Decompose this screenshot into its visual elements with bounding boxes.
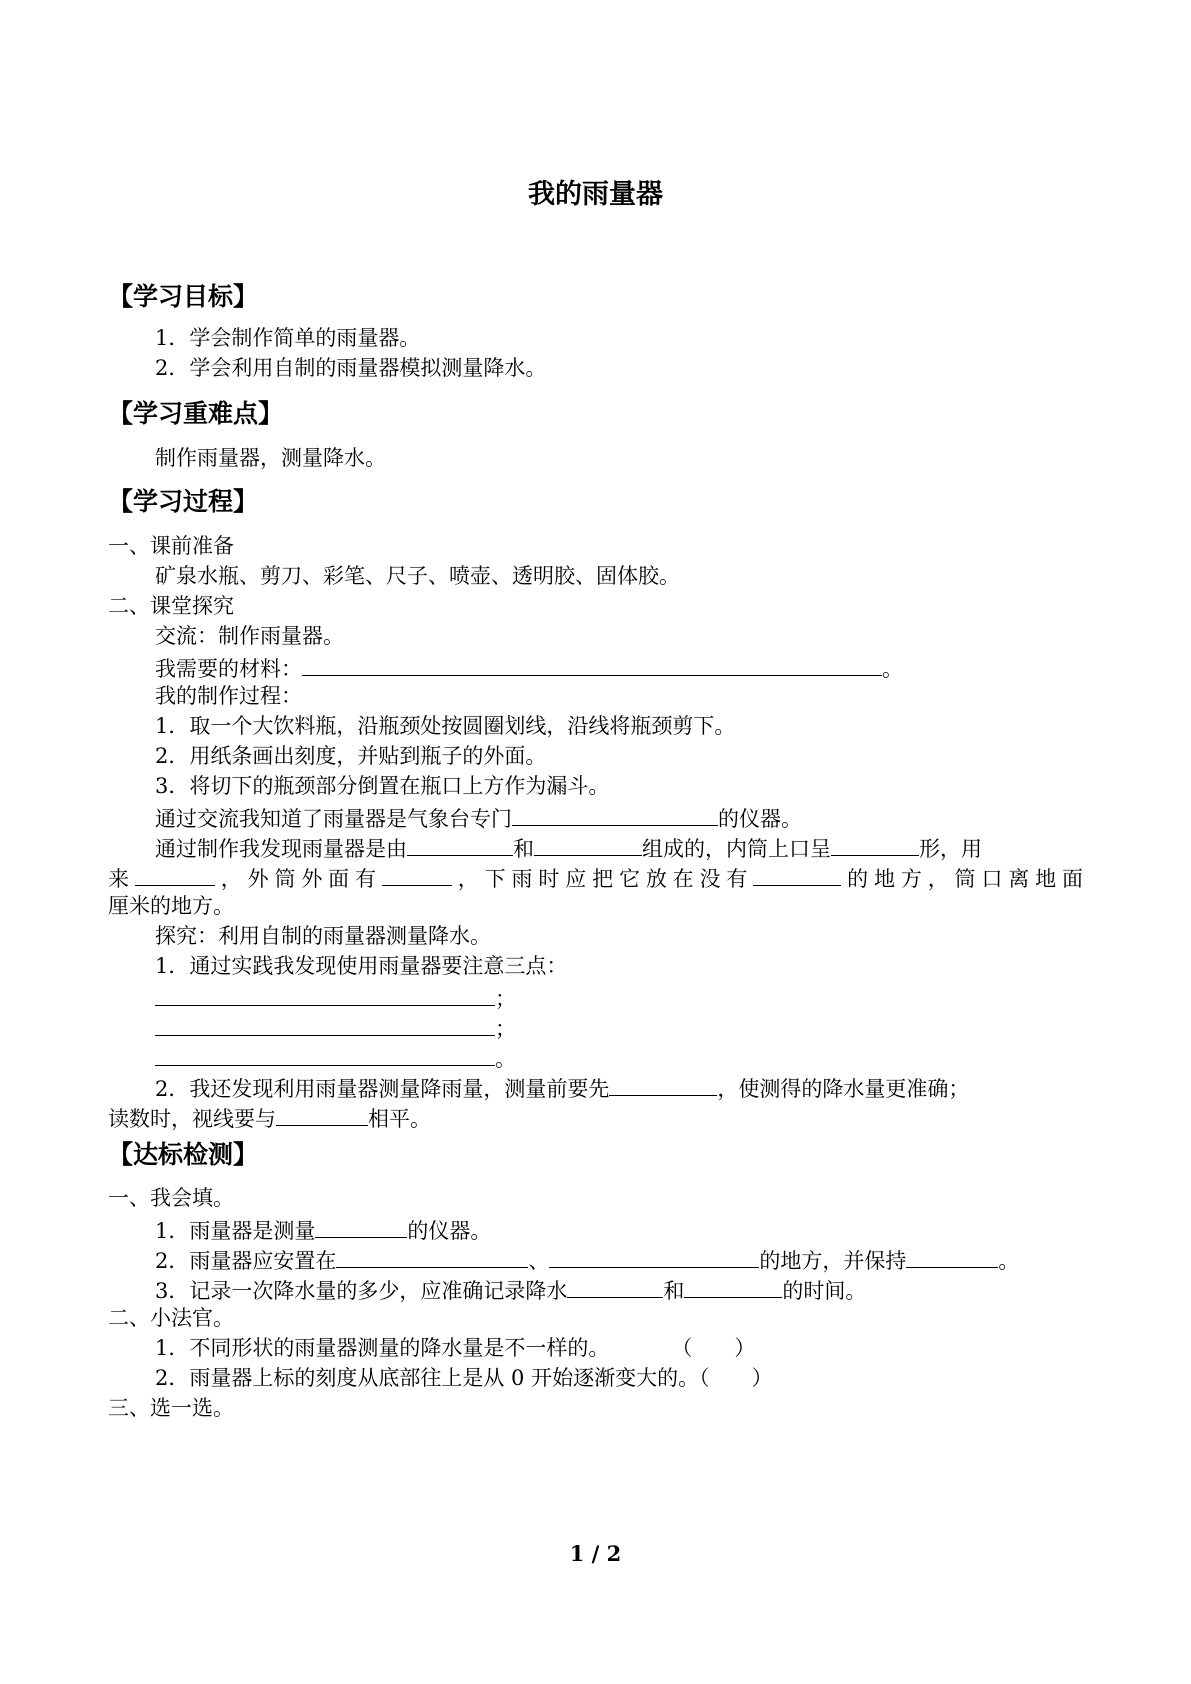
- point-line: [155, 981, 516, 1014]
- point-semicolon: ；: [495, 1017, 516, 1041]
- fill2-blank-3[interactable]: [906, 1243, 998, 1268]
- learned-line: [155, 801, 802, 834]
- found-line-2: [108, 861, 1083, 894]
- fill-text: 、: [528, 1249, 550, 1273]
- judge-item-2: [155, 1363, 773, 1393]
- found-text: 通过制作我发现雨量器是由: [155, 837, 407, 861]
- section-heading-process: 【学习过程】: [108, 487, 259, 516]
- fill-item-1: [155, 1213, 491, 1246]
- point-blank-3[interactable]: [155, 1041, 495, 1066]
- judge-item-1: [155, 1333, 755, 1363]
- second-text: ，使测得的降水量更准确；: [717, 1077, 970, 1101]
- eye-level-blank[interactable]: [276, 1101, 368, 1126]
- purpose-blank[interactable]: [512, 801, 718, 826]
- three-points-text: 1．通过实践我发现使用雨量器要注意三点：: [155, 954, 568, 978]
- objective-item: 2．学会利用自制的雨量器模拟测量降水。: [155, 356, 547, 380]
- before-blank[interactable]: [609, 1071, 717, 1096]
- point-blank-1[interactable]: [155, 981, 495, 1006]
- explore-heading: 二、课堂探究: [108, 594, 234, 618]
- fill-text: 和: [663, 1279, 685, 1303]
- fill3-blank-1[interactable]: [567, 1273, 663, 1298]
- fill2-blank-2[interactable]: [549, 1243, 759, 1268]
- use-blank[interactable]: [135, 861, 215, 886]
- fill-text: 3．记录一次降水量的多少，应准确记录降水: [155, 1279, 568, 1303]
- point-semicolon: ；: [495, 987, 516, 1011]
- answer-parentheses[interactable]: （ ）: [671, 1336, 756, 1360]
- found-text: 来: [108, 867, 135, 891]
- second-line-2: [108, 1101, 431, 1134]
- materials-period: 。: [882, 657, 903, 681]
- found-text: ，外筒外面有: [214, 867, 382, 891]
- fill-text: 1．雨量器是测量: [155, 1219, 316, 1243]
- making-label: 我的制作过程：: [155, 684, 302, 708]
- key-points-text: 制作雨量器，测量降水。: [155, 446, 386, 470]
- found-line-1: [155, 831, 982, 864]
- exchange-text: 交流：制作雨量器。: [155, 624, 344, 648]
- inquiry-text: 探究：利用自制的雨量器测量降水。: [155, 924, 491, 948]
- section-heading-assessment: 【达标检测】: [108, 1140, 259, 1169]
- making-step: 3．将切下的瓶颈部分倒置在瓶口上方作为漏斗。: [155, 774, 610, 798]
- second-text: 2．我还发现利用雨量器测量降雨量，测量前要先: [155, 1077, 610, 1101]
- section-heading-objectives: 【学习目标】: [108, 282, 259, 311]
- place-blank[interactable]: [753, 861, 841, 886]
- materials-blank[interactable]: [302, 651, 882, 676]
- component-blank-1[interactable]: [407, 831, 513, 856]
- found-text: 和: [513, 837, 534, 861]
- fill-text: 。: [998, 1249, 1020, 1273]
- found-text: ，下雨时应把它放在没有: [451, 867, 754, 891]
- fill-text: 2．雨量器应安置在: [155, 1249, 337, 1273]
- fill-text: 的时间。: [782, 1279, 867, 1303]
- page-title: 我的雨量器: [528, 179, 663, 210]
- materials-label: 我需要的材料：: [155, 657, 302, 681]
- fill-item-2: [155, 1243, 1019, 1276]
- objective-item: 1．学会制作简单的雨量器。: [155, 326, 421, 350]
- found-text: 组成的，内筒上口呈: [642, 837, 831, 861]
- judge-text: 2．雨量器上标的刻度从底部往上是从 0 开始逐渐变大的。: [155, 1366, 700, 1390]
- prep-heading: 一、课前准备: [108, 534, 234, 558]
- found-text: 形，用: [919, 837, 982, 861]
- second-text: 相平。: [368, 1107, 431, 1131]
- fill-text: 的仪器。: [407, 1219, 492, 1243]
- shape-blank[interactable]: [831, 831, 919, 856]
- fill-text: 的地方，并保持: [759, 1249, 907, 1273]
- learned-text: 通过交流我知道了雨量器是气象台专门: [155, 807, 512, 831]
- judge-heading: 二、小法官。: [108, 1306, 234, 1330]
- fill2-blank-1[interactable]: [336, 1243, 528, 1268]
- choose-heading: 三、选一选。: [108, 1396, 234, 1420]
- making-step: 1．取一个大饮料瓶，沿瓶颈处按圆圈划线，沿线将瓶颈剪下。: [155, 714, 736, 738]
- fill-item-3: [155, 1273, 866, 1306]
- point-period: 。: [495, 1047, 516, 1071]
- point-line: [155, 1041, 516, 1074]
- point-line: [155, 1011, 516, 1044]
- learned-text-end: 的仪器。: [718, 807, 802, 831]
- second-line-1: [155, 1071, 969, 1104]
- making-step: 2．用纸条画出刻度，并贴到瓶子的外面。: [155, 744, 547, 768]
- found-text: 的地方，筒口离地面: [841, 867, 1084, 891]
- fill-heading: 一、我会填。: [108, 1186, 234, 1210]
- answer-parentheses[interactable]: （ ）: [699, 1366, 773, 1390]
- second-text: 读数时，视线要与: [108, 1107, 276, 1131]
- point-blank-2[interactable]: [155, 1011, 495, 1036]
- prep-materials: 矿泉水瓶、剪刀、彩笔、尺子、喷壶、透明胶、固体胶。: [155, 564, 680, 588]
- section-heading-key-points: 【学习重难点】: [108, 399, 284, 428]
- found-line-3: 厘米的地方。: [108, 894, 234, 918]
- fill3-blank-2[interactable]: [684, 1273, 782, 1298]
- judge-text: 1．不同形状的雨量器测量的降水量是不一样的。: [155, 1336, 610, 1360]
- materials-line: [155, 651, 903, 684]
- page-number: 1 / 2: [569, 1541, 622, 1566]
- fill1-blank[interactable]: [315, 1213, 407, 1238]
- outer-blank[interactable]: [382, 861, 452, 886]
- component-blank-2[interactable]: [534, 831, 642, 856]
